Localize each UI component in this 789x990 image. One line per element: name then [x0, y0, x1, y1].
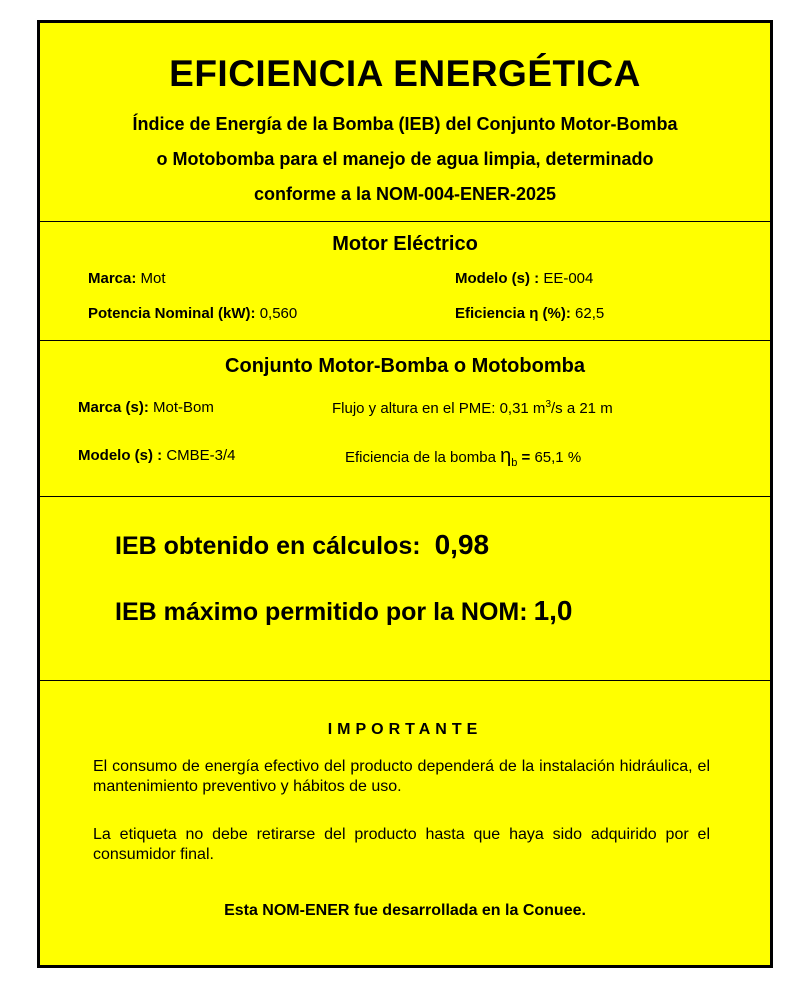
- motor-power-label: Potencia Nominal (kW):: [88, 305, 256, 322]
- ieb-maximum-label: IEB máximo permitido por la NOM:: [115, 598, 528, 626]
- eta-subscript: b: [511, 457, 518, 469]
- motor-brand-label: Marca:: [88, 270, 137, 287]
- pump-flow-head: [332, 399, 613, 417]
- subtitle-line-3: conforme a la NOM-004-ENER-2025: [253, 184, 557, 204]
- ieb-obtained-label: IEB obtenido en cálculos:: [115, 532, 421, 560]
- motor-efficiency: [455, 305, 604, 322]
- motor-efficiency-label: Eficiencia η (%):: [455, 305, 571, 322]
- pump-brand: [78, 399, 214, 416]
- pump-efficiency: [345, 445, 581, 469]
- eta-symbol: η: [500, 445, 512, 467]
- motor-section-title: Motor Eléctrico: [332, 233, 478, 255]
- ieb-maximum-value: 1,0: [533, 595, 573, 626]
- important-paragraph-1: El consumo de energía efectivo del producto dependerá de la instalación hidráulica, el mantenimiento preventivo y hábitos de uso.: [93, 758, 710, 795]
- important-section: [40, 681, 770, 965]
- pump-efficiency-prefix: Eficiencia de la bomba: [345, 449, 501, 466]
- motor-power-value: 0,560: [259, 305, 298, 322]
- motor-brand: [88, 270, 166, 287]
- ieb-section: [40, 497, 770, 680]
- motor-brand-value: Mot: [140, 270, 166, 287]
- ieb-obtained-value: 0,98: [434, 529, 490, 560]
- motor-efficiency-value: 62,5: [575, 305, 605, 322]
- pump-set-section: [40, 341, 770, 496]
- label-subtitle: [40, 107, 770, 212]
- flow-prefix: Flujo y altura en el PME: 0,31 m: [332, 400, 546, 417]
- pump-model-label: Modelo (s) :: [78, 447, 163, 464]
- ieb-obtained: [115, 529, 489, 561]
- motor-model: [455, 270, 593, 287]
- header-section: [40, 23, 770, 221]
- pump-brand-label: Marca (s):: [78, 399, 149, 416]
- flow-suffix: /s a 21 m: [551, 400, 613, 417]
- important-paragraph-2: La etiqueta no debe retirarse del producto hasta que haya sido adquirido por el consumidor final.: [93, 826, 710, 863]
- pump-efficiency-value: 65,1 %: [534, 449, 582, 466]
- flow-exponent: 3: [545, 399, 551, 410]
- label-title: EFICIENCIA ENERGÉTICA: [169, 53, 641, 94]
- conuee-footer: Esta NOM-ENER fue desarrollada en la Conuee.: [224, 902, 586, 919]
- important-title: IMPORTANTE: [327, 721, 483, 738]
- subtitle-line-2: o Motobomba para el manejo de agua limpia, determinado: [156, 149, 654, 169]
- motor-power: [88, 305, 297, 322]
- pump-brand-value: Mot-Bom: [153, 399, 214, 416]
- subtitle-line-1: Índice de Energía de la Bomba (IEB) del Conjunto Motor-Bomba: [132, 114, 678, 134]
- pump-model: [78, 447, 236, 464]
- motor-model-label: Modelo (s) :: [455, 270, 540, 287]
- ieb-maximum: [115, 595, 573, 627]
- pump-model-value: CMBE-3/4: [166, 447, 236, 464]
- pump-set-section-title: Conjunto Motor-Bomba o Motobomba: [225, 355, 585, 377]
- motor-model-value: EE-004: [543, 270, 594, 287]
- equals-sign: =: [517, 449, 535, 466]
- energy-label: [37, 20, 773, 968]
- motor-section: [40, 222, 770, 340]
